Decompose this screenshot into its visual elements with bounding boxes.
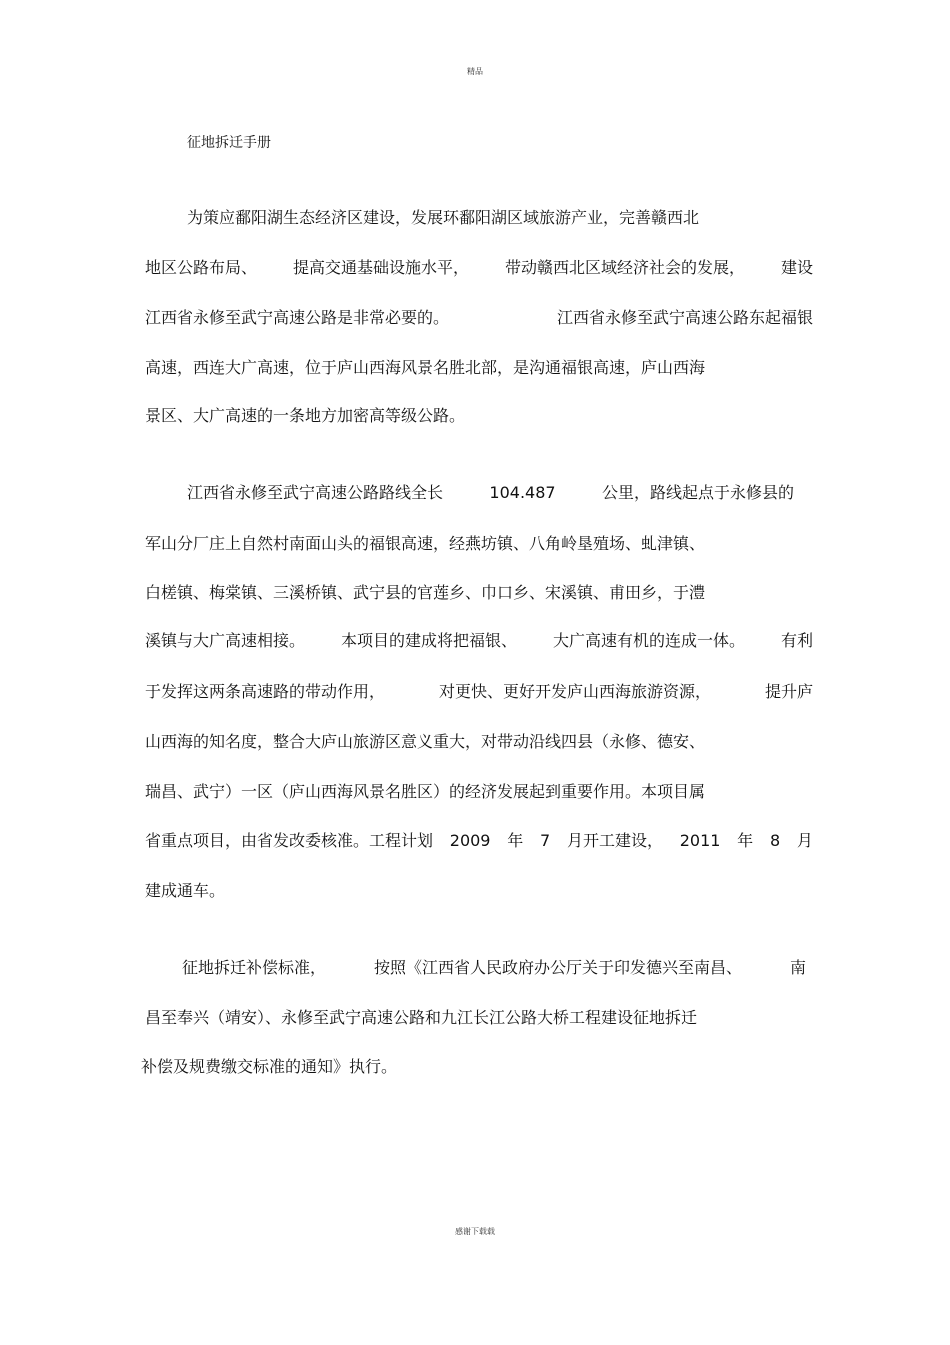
text-segment: 年 (507, 831, 524, 850)
text-segment: 溪镇与大广高速相接。 (145, 631, 306, 650)
paragraph-2-line-1 (187, 482, 794, 504)
paragraph-2-line-3: 白槎镇、梅棠镇、三溪桥镇、武宁县的官莲乡、巾口乡、宋溪镇、甫田乡，于澧 (145, 583, 706, 602)
text-segment: 带动赣西北区域经济社会的发展， (504, 258, 745, 277)
text-segment: 大广高速有机的连成一体。 (552, 631, 745, 650)
text-segment: 建设 (780, 258, 813, 277)
text-segment: 年 (737, 831, 754, 850)
paragraph-2-line-9: 建成通车。 (145, 881, 226, 900)
text-segment: 2009 (449, 831, 491, 850)
paragraph-2-line-4 (145, 630, 813, 652)
text-segment: 2011 (679, 831, 721, 850)
text-segment: 提高交通基础设施水平， (292, 258, 469, 277)
text-segment: 按照《江西省人民政府办公厅关于印发德兴至南昌、 (373, 958, 742, 977)
text-segment: 征地拆迁补偿标准， (182, 958, 327, 977)
text-segment: 江西省永修至武宁高速公路路线全长 (187, 483, 444, 502)
paragraph-1-line-5: 景区、大广高速的一条地方加密高等级公路。 (145, 406, 466, 425)
text-segment: 提升庐 (764, 682, 813, 701)
text-segment: 南 (789, 958, 806, 977)
document-title: 征地拆迁手册 (187, 135, 271, 151)
paragraph-3-line-3: 补偿及规费缴交标准的通知》执行。 (141, 1057, 398, 1076)
text-segment: 本项目的建成将把福银、 (340, 631, 517, 650)
text-segment: 月开工建设， (566, 831, 663, 850)
paragraph-2-line-2: 军山分厂庄上自然村南面山头的福银高速，经燕坊镇、八角岭垦殖场、虬津镇、 (145, 534, 706, 553)
text-segment: 江西省永修至武宁高速公路东起福银 (556, 308, 813, 327)
paragraph-2-line-7: 瑞昌、武宁）一区（庐山西海风景名胜区）的经济发展起到重要作用。本项目属 (145, 782, 706, 801)
paragraph-3-line-1 (182, 957, 806, 979)
paragraph-2-line-6: 山西海的知名度，整合大庐山旅游区意义重大，对带动沿线四县（永修、德安、 (145, 732, 706, 751)
paragraph-1-line-3 (145, 307, 813, 329)
page-header: 精品 (467, 67, 483, 76)
paragraph-1-line-2 (145, 257, 813, 279)
paragraph-1-line-4: 高速，西连大广高速，位于庐山西海风景名胜北部，是沟通福银高速，庐山西海 (145, 358, 706, 377)
paragraph-3-line-2: 昌至奉兴（靖安）、永修至武宁高速公路和九江长江公路大桥工程建设征地拆迁 (145, 1008, 698, 1027)
page-footer: 感谢下载载 (455, 1227, 495, 1236)
text-segment: 公里，路线起点于永修县的 (601, 483, 794, 502)
text-segment: 104.487 (489, 483, 556, 502)
text-segment: 7 (540, 831, 551, 850)
paragraph-2-line-8 (145, 830, 813, 852)
text-segment: 地区公路布局、 (145, 258, 258, 277)
text-segment: 月 (796, 831, 813, 850)
text-segment: 江西省永修至武宁高速公路是非常必要的。 (145, 308, 450, 327)
paragraph-2-line-5 (145, 681, 813, 703)
text-segment: 有利 (780, 631, 813, 650)
text-segment: 省重点项目，由省发改委核准。工程计划 (145, 831, 434, 850)
text-segment: 于发挥这两条高速路的带动作用， (145, 682, 386, 701)
paragraph-1-line-1: 为策应鄱阳湖生态经济区建设，发展环鄱阳湖区域旅游产业，完善赣西北 (187, 208, 700, 227)
text-segment: 8 (769, 831, 781, 850)
text-segment: 对更快、更好开发庐山西海旅游资源， (438, 682, 711, 701)
